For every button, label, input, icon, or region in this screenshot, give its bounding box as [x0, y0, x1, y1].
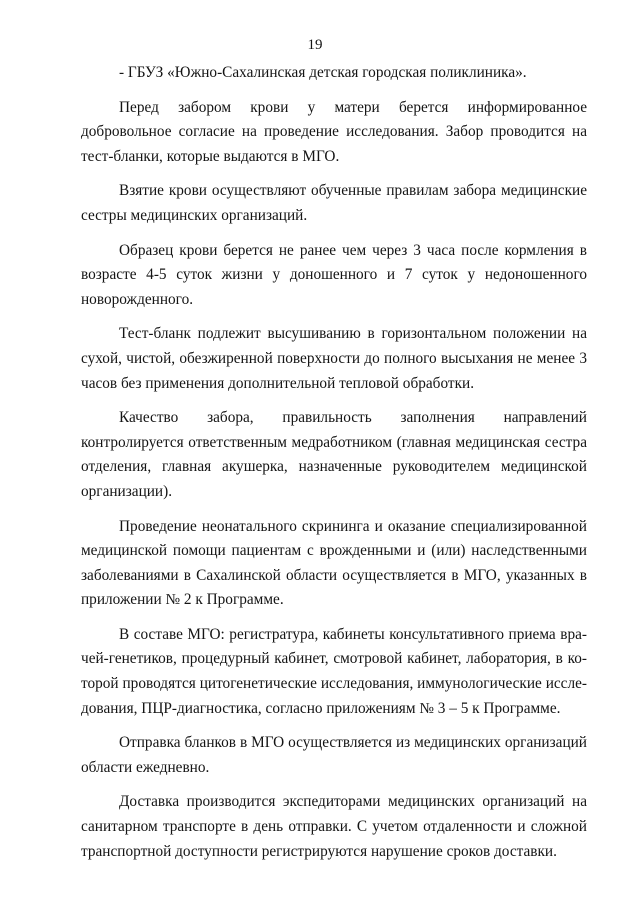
paragraph-quality-control: Качество забора, правильность заполнения направлений контролируется ответственным медработником (главная медицинская сестра отделения, главная акушерка, назначенные руководителем медицинской организации). — [81, 409, 587, 500]
paragraph-screening: Проведение неонатального скрининга и оказание специализированной медицинской помощи пациентам с врожденными и (или) наследственными заболеваниями в Сахалинской области осуществляется в МГО, указанных в приложении № 2 к Программе. — [81, 517, 587, 609]
paragraph-consent: Перед забором крови у матери берется информированное добровольное согласие на проведение исследования. Забор проводится на тест-бланки, которые выдаются в МГО. — [81, 98, 587, 165]
paragraph-blood-collection: Взятие крови осуществляют обученные правилам забора медицинские сестры медицинских организаций. — [81, 182, 587, 224]
paragraph-mgo-composition: В составе МГО: регистратура, кабинеты консультативного приема врачей-генетиков, процедурный кабинет, смотровой кабинет, лаборатория, в которой проводятся цитогенетические исследования, иммунологические исследования, ПЦР-диагностика, согласно приложениям № 3 – 5 к Программе. — [81, 625, 587, 717]
paragraph-drying: Тест-бланк подлежит высушиванию в горизонтальном положении на сухой, чистой, обезжиренной поверхности до полного высыхания не менее 3 часов без применения дополнительной тепловой обработки. — [81, 325, 587, 392]
paragraph-dispatch: Отправка бланков в МГО осуществляется из медицинских организаций области ежедневно. — [81, 734, 587, 776]
paragraph-delivery: Доставка производится экспедиторами медицинских организаций на санитарном транспорте в день отправки. С учетом отдаленности и сложной транспортной доступности регистрируются нарушение сроков доставки. — [81, 793, 587, 860]
document-body — [81, 61, 587, 874]
paragraph-institution: - ГБУЗ «Южно-Сахалинская детская городская поликлиника». — [119, 64, 527, 81]
paragraph-sample-timing: Образец крови берется не ранее чем через 3 часа после кормления в возрасте 4-5 суток жизни у доношенного и 7 суток у недоношенного новорожденного. — [81, 241, 587, 308]
page-number: 19 — [307, 37, 323, 53]
